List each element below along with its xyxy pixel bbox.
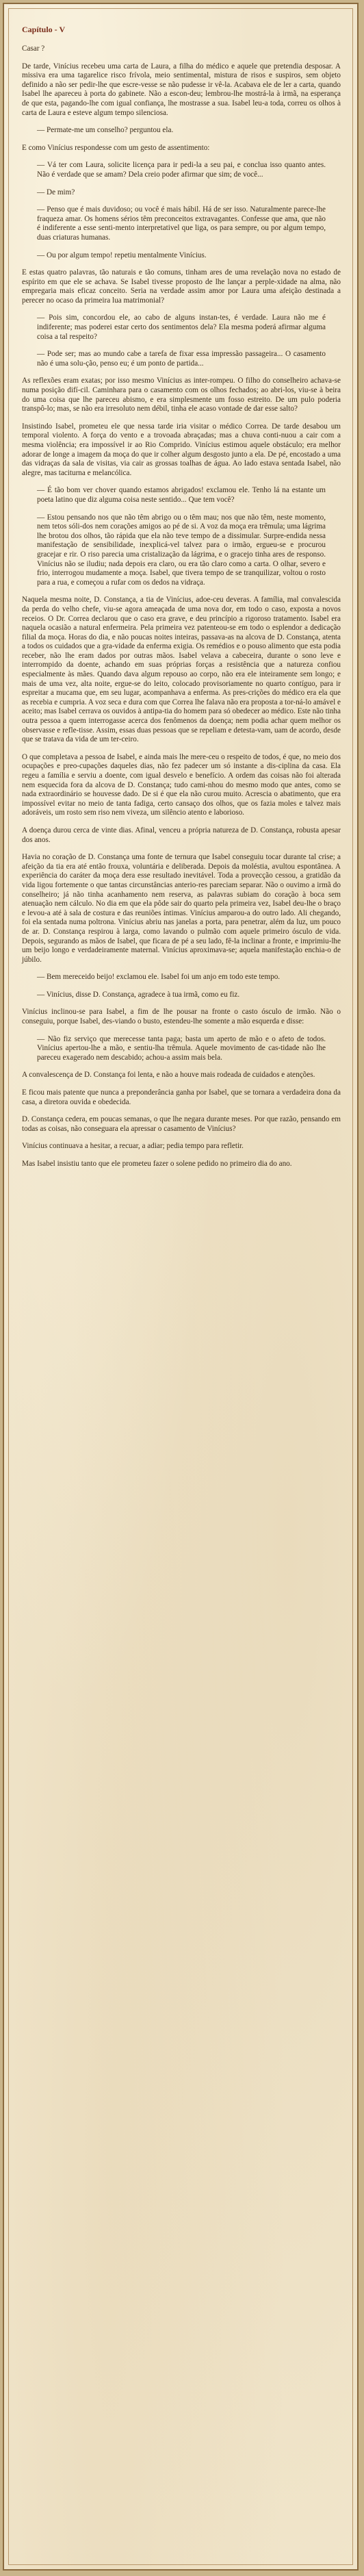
- dialogue-paragraph: — É tão bom ver chover quando estamos abrigados! exclamou ele. Tenho lá na estante um poeta latino que diz alguma coisa neste sentido... Que tem você?: [37, 486, 326, 504]
- body-paragraph: Havia no coração de D. Constança uma fonte de ternura que Isabel conseguiu tocar durante tal crise; a afeição da tia era até então frouxa, voluntária e deliberada. Depois da moléstia, avultou espontânea. A experiência do caráter da moça dera esse resultado inevitável. Toda a provecção cessou, a gratidão da vida ligou fortemente o que tantas circunstâncias anterio-res pareciam separar. Não o ouvimo a irmã do conselheiro; já não tinha acanhamento nem reserva, as palavras subiam do coração à boca sem atenuação nem cálculo. No dia em que ela pôde sair do quarto pela primeira vez, Isabel deu-lhe o braço e levou-a até à sala de costura e das reuniões íntimas. Vinícius amparou-a do outro lado. Ali chegando, foi ela sentada numa poltrona. Vinícius abriu nas janelas a porta, para penetrar, além da luz, um pouco de ar. D. Constança respirou à larga, como lavando o pulmão com aquele primeiro ósculo de vida. Depois, segurando as mãos de Isabel, que ficara de pé a seu lado, fê-la inclinar a fronte, e imprimiu-lhe um beijo longo e verdadeiramente maternal. Vinícius aproximava-se; aquela manifestação enchia-o de júbilo.: [22, 853, 341, 964]
- body-paragraph: De tarde, Vinícius recebeu uma carta de Laura, a filha do médico e aquele que pretendia desposar. A missiva era uma tagarelice risco frívola, meio sentimental, mistura de risos e suspiros, sem objeto definido a não ser pedir-lhe que escre-vesse se não pudesse ir vê-la. Acabava ele de ler a carta, quando Isabel lhe apareceu à porta do gabinete. Não a escon-deu; lembrou-lhe mostrá-la à irmã, na esperança de que esta, pagando-lhe com igual confiança, lhe mostrasse a sua. Isabel leu-a toda, correu os olhos à carta de Laura e esteve algum tempo silenciosa.: [22, 62, 341, 117]
- dialogue-paragraph: — De mim?: [37, 188, 75, 196]
- chapter-title: Capítulo - V: [22, 25, 66, 34]
- dialogue-paragraph: — Vá ter com Laura, solicite licença para ir pedi-la a seu pai, e conclua isso quanto antes. Não é verdade que se amam? Dela creio poder afirmar que sim; de você...: [37, 161, 326, 179]
- dialogue-paragraph: — Pois sim, concordou ele, ao cabo de alguns instan-tes, é verdade. Laura não me é indiferente; mas poderei estar certo dos sentimentos dela? Ela mesma poderá afirmar alguma coisa a tal respeito?: [37, 314, 326, 341]
- body-paragraph: Naquela mesma noite, D. Constança, a tia de Vinícius, adoe-ceu deveras. A família, mal convalescida da perda do velho chefe, viu-se agora ameaçada de uma nova dor, em todo o caso, exposta a novos receios. O Dr. Correa declarou que o caso era grave, e deu princípio a rigoroso tratamento. Isabel era naquela ocasião a natural enfermeira. Pela primeira vez patenteou-se em todo o esplendor a dedicação filial da moça. Horas do dia, e não poucas noites inteiras, passava-as na alcova de D. Constança, atenta a todos os cuidados que a gra-vidade da enferma exigia. Os remédios e o pouso alimento que esta podia receber, não lhe eram dados por outras mãos. Isabel velava a cabeceira, durante o sono leve e interrompido da doente, achando em suas próprias forças a resistência que a natureza confiou especialmente às mães. Quando dava algum repouso ao corpo, não era ele inteiramente sem longo; e mais de uma vez, alta noite, ergue-se do leito, colocado provisoriamente no quarto contíguo, para ir espreitar a mucama que, em seu lugar, acompanhava a enferma. As pres-crições do médico era ela que as recebia e cumpria. A voz seca e dura com que Correa lhe falava não era proposta a tor-ná-lo amável e aceito; mas Isabel cerrava os ouvidos à antipa-tia do homem para só obedecer ao médico. Este não tinha outra pessoa a quem interrogasse acerca dos fenômenos da doença; nem podia achar quem melhor os observasse e refle-tisse. Assim, essas duas pessoas que se repeliam e detesta-vam, uam de acordo, desde que se tratava da vida de um ter-ceiro.: [22, 596, 341, 744]
- body-paragraph: Casar ?: [22, 44, 45, 53]
- body-paragraph: Mas Isabel insistiu tanto que ele prometeu fazer o solene pedido no primeiro dia do ano.: [22, 1160, 292, 1168]
- dialogue-paragraph: — Permate-me um conselho? perguntou ela.: [37, 126, 174, 135]
- dialogue-paragraph: — Ou por algum tempo! repetiu mentalmente Vinícius.: [37, 251, 207, 259]
- body-paragraph: Insistindo Isabel, prometeu ele que nessa tarde iria visitar o médico Correa. De tarde desabou um temporal violento. A força do vento e a trovoada abraçadas; mas a chuva conti-nuou a cair com a mesma violência; era impossível ir ao Rio Comprido. Vinícius estimou aquele obstáculo; era melhor adorar de longe a imagem da moça do que ir colher algum desgosto junto a ela. De pé, encostado a uma das vidraças da sala de visitas, via cair as grossas toalhas de água. Ao lado estava sentada Isabel, não alegre, mas taciturna e melancólica.: [22, 422, 341, 477]
- document-body: [22, 25, 341, 1177]
- body-paragraph: A doença durou cerca de vinte dias. Afinal, venceu a própria natureza de D. Constança, robusta apesar dos anos.: [22, 826, 341, 844]
- dialogue-paragraph: — Vinícius, disse D. Constança, agradece à tua irmã, como eu fiz.: [37, 990, 240, 999]
- dialogue-paragraph: — Estou pensando nos que não têm abrigo ou o têm mau; nos que não têm, neste momento, nem tetos sóli-dos nem corações amigos ao pé de si. A voz da moça era trêmula; uma lágrima lhe brotou dos olhos, tão rápida que ela não teve tempo de a dissimular. Surpre-endida nessa manifestação de sensibilidade, inexplicá-vel talvez para o irmão, ergueu-se e procurou gracejar e rir. O riso parecia uma cristalização da lágrima, e o gracejo tinha ares de responso. Vinícius não se iludiu; nada depois era claro, ou era tão claro como a carta. O olhar, severo e frio, interrogou mudamente a moça. Isabel, que tivera tempo de se tranquilizar, voltou o rosto para a rua, e começou a rufar com os dedos na vidraça.: [37, 513, 326, 587]
- body-paragraph: E como Vinícius respondesse com um gesto de assentimento:: [22, 143, 210, 152]
- page-frame: [3, 3, 359, 2571]
- dialogue-paragraph: — Bem mereceido beijo! exclamou ele. Isabel foi um anjo em todo este tempo.: [37, 973, 281, 982]
- dialogue-paragraph: — Não fiz serviço que merecesse tanta paga; basta um aperto de mão e o afeto de todos. Vinícius apertou-lhe a mão, e sentiu-lha trêmula. Aquele movimento de cas-tidade não lhe pareceu exagerado nem descabido; achou-a assim mais bela.: [37, 1034, 326, 1062]
- body-paragraph: Vinícius continuava a hesitar, a recuar, a adiar; pedia tempo para refletir.: [22, 1142, 244, 1151]
- text-blocks: [22, 44, 341, 1169]
- body-paragraph: O que completava a pessoa de Isabel, e ainda mais lhe mere-ceu o respeito de todos, é que, no meio dos ocupações e preo-cupações daqueles dias, não fez padecer um só instante a dis-ciplina da casa. Ela regeu a família e serviu a doente, com igual desvelo e benefício. A ordem das coisas não foi alterada nem esquecida fora da alcova de D. Constança; tudo cami-nhou do mesmo modo que antes, como se nada extraordinário se houvesse dado. De si é que ela não curou muito. Acrescia o abatimento, que era impossível evitar no meio de tanta fadiga, certo cansaço dos olhos, que os fazia moles e talvez mais adoráveis, um rosto sem riso nem viveza, um silêncio atento e laborioso.: [22, 752, 341, 817]
- body-paragraph: Vinícius inclinou-se para Isabel, a fim de lhe pousar na fronte o casto ósculo de irmão. Não o conseguiu, porque Isabel, des-viando o busto, estendeu-lhe somente a mão esquerda e disse:: [22, 1008, 341, 1026]
- body-paragraph: As reflexões eram exatas; por isso mesmo Vinícius as inter-rompeu. O filho do conselheiro achava-se numa posição difí-cil. Caminhara para o casamento com os olhos fechados; ao abri-los, viu-se à beira do uma coisa que lhe pareceu abismo, e era simplesmente um fosso estreito. De um pulo poderia transpô-lo; mas, se não era irresoluto nem débil, tinha ele acaso vontade de dar esse salto?: [22, 377, 341, 413]
- body-paragraph: E estas quatro palavras, tão naturais e tão comuns, tinham ares de uma revelação nova no estado de espírito em que ele se achava. Se Isabel tivesse proposto de lhe lançar a perple-xidade na alma, não empregaria mais eficaz conceito. Seria na verdade assim amor por Laura uma afeição destinada a perecer no ocaso da primeira lua matrimonial?: [22, 268, 341, 305]
- body-paragraph: D. Constança cedera, em poucas semanas, o que lhe negara durante meses. Por que razão, pensando em todas as coisas, não conseguara ela apressar o casamento de Vinícius?: [22, 1115, 341, 1133]
- body-paragraph: E ficou mais patente que nunca a preponderância ganha por Isabel, que se tornara a verdadeira dona da casa, a diretora ouvida e obedecida.: [22, 1088, 341, 1106]
- body-paragraph: A convalescença de D. Constança foi lenta, e não a houve mais rodeada de cuidados e atenções.: [22, 1071, 315, 1080]
- dialogue-paragraph: — Pode ser; mas ao mundo cabe a tarefa de fixar essa impressão passageira... O casamento não é uma solu-ção, penso eu; é um ponto de partida...: [37, 350, 326, 368]
- dialogue-paragraph: — Penso que é mais duvidoso; ou você é mais hábil. Há de ser isso. Naturalmente parece-lhe fraqueza amar. Os homens sérios têm preconceitos extravagantes. Confesse que ama, que não é indiferente a esse senti-mento interpretativel que liga, os para sempre, ou por algum tempo, duas criaturas humanas.: [37, 205, 326, 242]
